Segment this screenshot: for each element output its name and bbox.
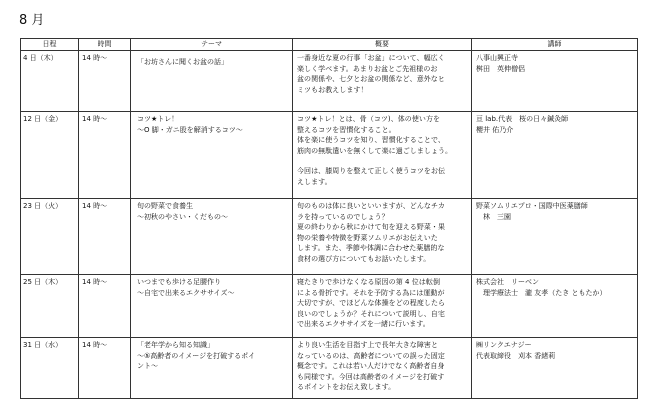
time-text: 14 時〜 <box>82 202 108 210</box>
date-cell <box>21 275 79 338</box>
lecturer-cell <box>472 338 638 399</box>
summary-cell <box>293 112 472 199</box>
time-text: 14 時〜 <box>82 278 108 286</box>
summary-line: 大切ですが、でほどんな体操をどの程度したら <box>297 299 446 307</box>
header-lecturer: 講師 <box>472 39 638 51</box>
theme-line: ント〜 <box>137 362 158 370</box>
lecturer-line: 代表取締役 刈本 香緒莉 <box>476 351 556 360</box>
summary-line: 食材の選び方についてもお話いたします。 <box>297 254 431 263</box>
summary-line: 概念です。これは若い人だけでなく高齢者自身 <box>297 362 445 370</box>
summary-line: より良い生活を目指す上で長年大きな障害と <box>297 341 438 349</box>
date-text: 4 日（木） <box>23 54 58 62</box>
theme-line: 「老年学から知る知識」 <box>137 341 214 349</box>
header-theme: テーマ <box>131 39 293 51</box>
date-cell <box>21 199 79 275</box>
lecturer-cell <box>472 275 638 338</box>
summary-cell <box>293 51 472 112</box>
summary-line: コツ★トレ！とは、骨（コツ)、体の使い方を <box>297 115 441 123</box>
lecturer-line: 八事山興正寺 <box>476 54 518 62</box>
table-row <box>21 275 638 338</box>
time-text: 14 時〜 <box>82 54 108 62</box>
theme-line: 「お坊さんに聞くお盆の話」 <box>137 58 228 66</box>
header-date: 日程 <box>21 39 79 51</box>
header-time: 時間 <box>79 39 131 51</box>
lecturer-line: 株式会社 リーベン <box>476 278 539 286</box>
theme-line: いつまでも歩ける足腰作り <box>137 278 221 286</box>
lecturer-cell <box>472 112 638 199</box>
summary-line: なっているのは、高齢者についての誤った固定 <box>297 351 445 360</box>
summary-line: します。また、季節や体調に合わせた薬膳的な <box>297 244 445 252</box>
header-row <box>21 39 638 51</box>
summary-line: 良いのでしょうか？それについて説明し、自宅 <box>297 309 445 318</box>
theme-line: コツ★トレ！ <box>137 115 179 123</box>
time-cell <box>79 51 131 112</box>
month-title: 8 月 <box>19 13 45 28</box>
lecturer-line: 亘 lab.代表 桜の日々鍼灸師 <box>476 115 569 123</box>
date-cell <box>21 51 79 112</box>
summary-line: 夏の終わりから秋にかけて旬を迎える野菜・果 <box>297 223 446 231</box>
time-cell <box>79 338 131 399</box>
summary-line: による骨折です。それを予防する為には運動が <box>297 288 445 297</box>
time-cell <box>79 112 131 199</box>
summary-line: 旬のものは体に良いといいますが、どんなチカ <box>297 202 445 210</box>
lecturer-line: 林 三園 <box>476 212 511 221</box>
table-row <box>21 112 638 199</box>
summary-line: 一番身近な夏の行事「お盆」について、幅広く <box>297 54 445 62</box>
summary-line: 物の栄養や特徴を野菜ソムリエがお伝えいた <box>297 233 438 242</box>
theme-cell <box>131 112 293 199</box>
table-row <box>21 338 638 399</box>
lecturer-line: 桝田 英伸僧侶 <box>476 64 525 73</box>
lecturer-cell <box>472 51 638 112</box>
header-summary: 概要 <box>293 39 472 51</box>
date-text: 25 日（木） <box>23 278 63 286</box>
table-row <box>21 51 638 112</box>
lecturer-line: 櫻井 佑乃介 <box>476 125 514 134</box>
theme-cell <box>131 275 293 338</box>
summary-line: 体を楽に使うコツを知り、習慣化することで、 <box>297 136 445 144</box>
theme-cell <box>131 338 293 399</box>
summary-line: えします。 <box>297 177 332 186</box>
theme-cell <box>131 51 293 112</box>
time-text: 14 時〜 <box>82 115 108 123</box>
summary-line: で出来るエクササイズを一緒に行います。 <box>297 320 430 328</box>
summary-line: ミツもお教えします！ <box>297 85 368 94</box>
time-text: 14 時〜 <box>82 341 108 349</box>
table-row <box>21 199 638 275</box>
lecturer-line: 野菜ソムリエプロ・国際中医薬膳師 <box>476 202 588 210</box>
summary-line: 今回は、膝周りを整えて正しく使うコツをお伝 <box>297 167 446 175</box>
schedule-table <box>20 38 638 399</box>
summary-line: 盆の関係や、七夕とお盆の関係など、意外なヒ <box>297 75 445 83</box>
time-cell <box>79 275 131 338</box>
date-cell <box>21 338 79 399</box>
lecturer-cell <box>472 199 638 275</box>
summary-line: 筋肉の無駄遣いを無くして楽に過ごしましょう。 <box>297 146 453 155</box>
summary-line: も同様です。今回は高齢者のイメージを打破す <box>297 372 445 381</box>
summary-line: 楽しく学べます。あまりお盆とご先祖様のお <box>297 64 438 73</box>
date-text: 31 日（水） <box>23 341 63 349</box>
date-cell <box>21 112 79 199</box>
summary-cell <box>293 275 472 338</box>
date-text: 12 日（金） <box>23 115 63 123</box>
theme-line: 旬の野菜で食養生 <box>137 202 193 210</box>
theme-line: 〜⑤高齢者のイメージを打破するポイ <box>137 351 256 360</box>
theme-cell <box>131 199 293 275</box>
lecturer-line: ㈱リンクエナジー <box>476 341 532 349</box>
summary-line: 整えるコツを習慣化すること。 <box>297 125 396 134</box>
summary-cell <box>293 199 472 275</box>
theme-line: 〜自宅で出来るエクササイズ〜 <box>137 288 235 297</box>
summary-line: 寝たきりで歩けなくなる原因の第 4 位は転倒 <box>297 278 441 286</box>
theme-line: 〜初秋のやさい・くだもの〜 <box>137 212 228 221</box>
time-cell <box>79 199 131 275</box>
date-text: 23 日（火） <box>23 202 63 210</box>
summary-line: ラを持っているのでしょう？ <box>297 212 389 221</box>
summary-cell <box>293 338 472 399</box>
theme-line: 〜O 脚・ガニ股を解消するコツ〜 <box>137 125 243 134</box>
lecturer-line: 理学療法士 瀧 友孝（たき ともたか） <box>476 288 607 297</box>
summary-line: るポイントをお伝え致します。 <box>297 383 396 391</box>
